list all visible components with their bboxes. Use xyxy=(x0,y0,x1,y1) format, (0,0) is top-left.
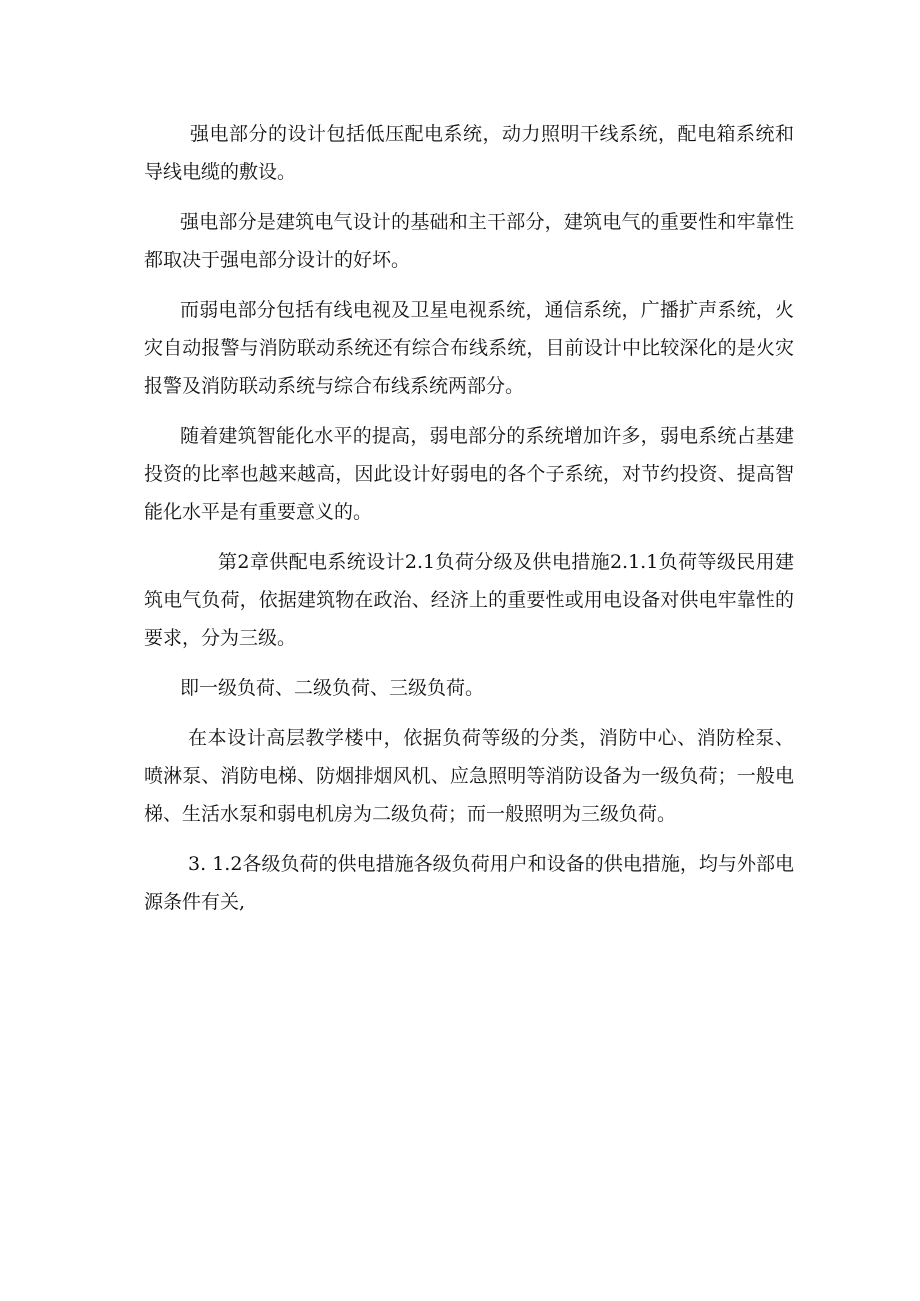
paragraph-load-classification: 在本设计高层教学楼中，依据负荷等级的分类，消防中心、消防栓泵、喷淋泵、消防电梯、防烟排烟风机、应急照明等消防设备为一级负荷；一般电梯、生活水泵和弱电机房为二级负荷；而一般照明为三级负荷。 xyxy=(144,727,794,825)
paragraph-strong-current-importance: 强电部分是建筑电气设计的基础和主干部分，建筑电气的重要性和牢靠性都取决于强电部分设计的好坏。 xyxy=(144,211,794,271)
paragraph-intelligent-building: 随着建筑智能化水平的提高，弱电部分的系统增加许多，弱电系统占基建投资的比率也越来越高，因此设计好弱电的各个子系统，对节约投资、提高智能化水平是有重要意义的。 xyxy=(144,425,794,523)
paragraph-chapter-2-load-grading: 第2章供配电系统设计2.1负荷分级及供电措施2.1.1负荷等级民用建筑电气负荷，依据建筑物在政治、经济上的重要性或用电设备对供电牢靠性的要求，分为三级。 xyxy=(144,551,794,649)
document-body xyxy=(144,115,794,933)
paragraph-weak-current-scope: 而弱电部分包括有线电视及卫星电视系统，通信系统，广播扩声系统，火灾自动报警与消防联动系统还有综合布线系统，目前设计中比较深化的是火灾报警及消防联动系统与综合布线系统两部分。 xyxy=(144,299,794,397)
paragraph-power-supply-measures: 3. 1.2各级负荷的供电措施各级负荷用户和设备的供电措施，均与外部电源条件有关, xyxy=(144,853,794,913)
paragraph-strong-current-scope: 强电部分的设计包括低压配电系统，动力照明干线系统，配电箱系统和导线电缆的敷设。 xyxy=(144,123,794,183)
paragraph-load-levels: 即一级负荷、二级负荷、三级负荷。 xyxy=(180,677,485,699)
